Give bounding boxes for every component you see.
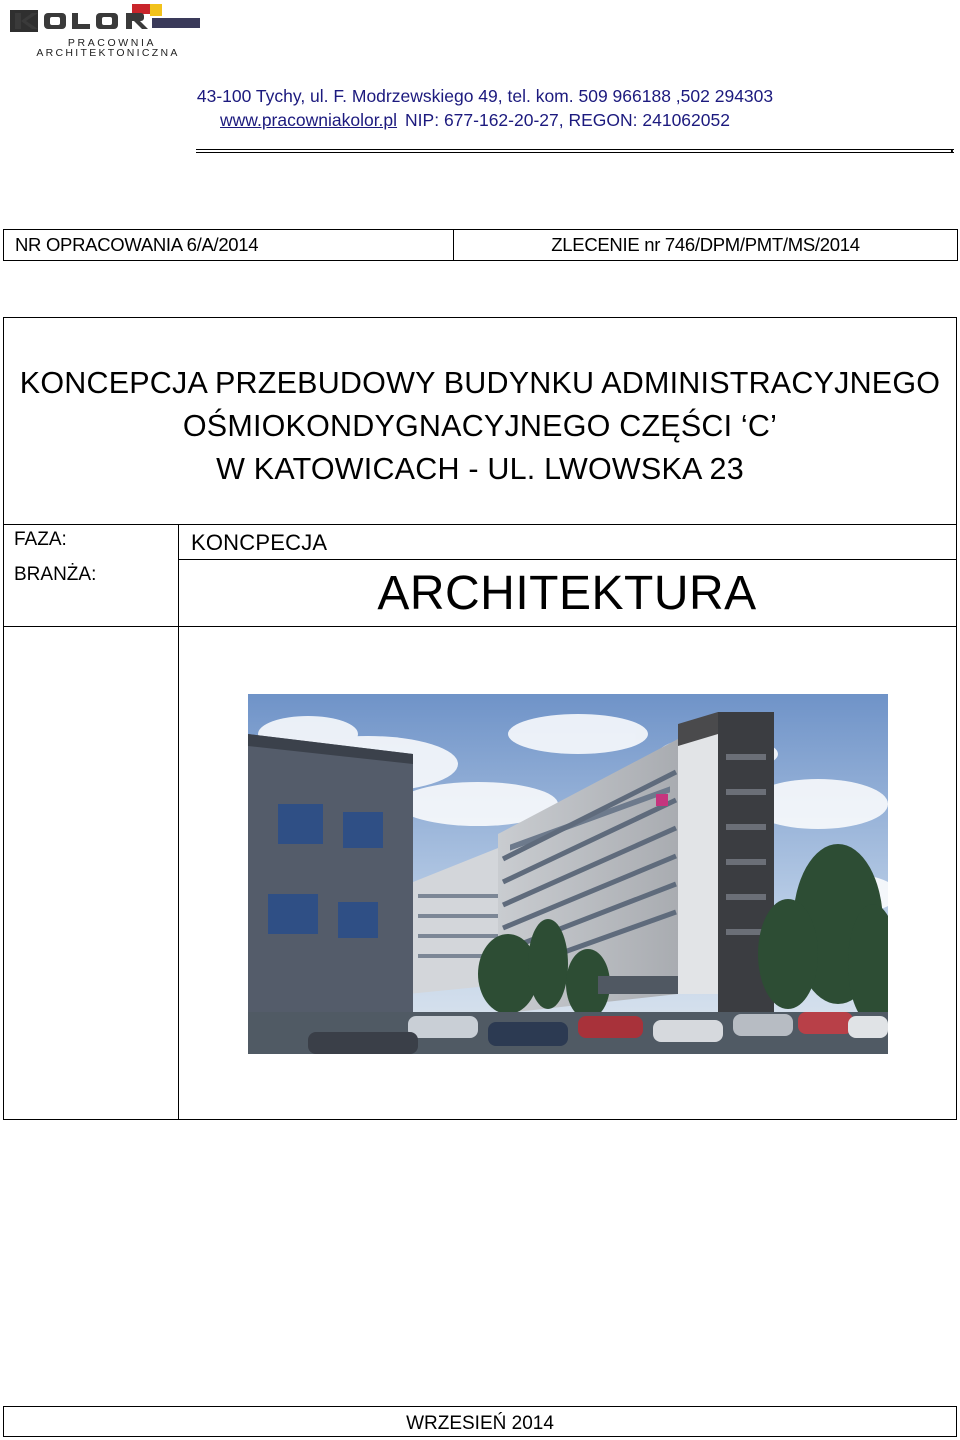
date-row (3, 1406, 957, 1437)
building-visualization-image (248, 694, 888, 1054)
company-address: 43-100 Tychy, ul. F. Modrzewskiego 49, tel. kom. 509 966188 ,502 294303 (196, 86, 774, 106)
phase-value: KONCPECJA (191, 530, 328, 555)
header-rule-thick (196, 152, 954, 153)
title-line-3: W KATOWICACH - UL. LWOWSKA 23 (216, 452, 744, 486)
discipline-value: ARCHITEKTURA (377, 567, 757, 620)
document-number: NR OPRACOWANIA 6/A/2014 (4, 230, 454, 260)
company-website-link[interactable]: www.pracowniakolor.pl (220, 110, 398, 130)
header-rule-thin (196, 149, 954, 150)
title-block (3, 317, 957, 525)
company-registry: NIP: 677-162-20-27, REGON: 241062052 (405, 110, 730, 130)
table-divider-discipline (4, 626, 956, 627)
order-number: ZLECENIE nr 746/DPM/PMT/MS/2014 (551, 234, 860, 255)
document-number-row (3, 229, 958, 261)
logo-subtitle-1: PRACOWNIA (67, 37, 157, 49)
document-title (4, 362, 956, 491)
document-date: WRZESIEŃ 2014 (406, 1413, 554, 1434)
discipline-label: BRANŻA: (14, 564, 97, 585)
company-logo (10, 4, 206, 59)
phase-label: FAZA: (14, 529, 67, 550)
kolor-logo-icon (10, 4, 206, 38)
header-rule-mark: . (950, 139, 954, 155)
table-divider-phase (178, 559, 956, 560)
title-line-1: KONCEPCJA PRZEBUDOWY BUDYNKU ADMINISTRACYJNEGO (19, 366, 941, 400)
logo-subtitle-2: ARCHITEKTONICZNA (36, 47, 180, 59)
info-table (3, 524, 957, 1120)
title-line-2: OŚMIOKONDYGNACYJNEGO CZĘŚCI ‘C’ (182, 409, 778, 443)
company-registry-line (0, 110, 960, 131)
